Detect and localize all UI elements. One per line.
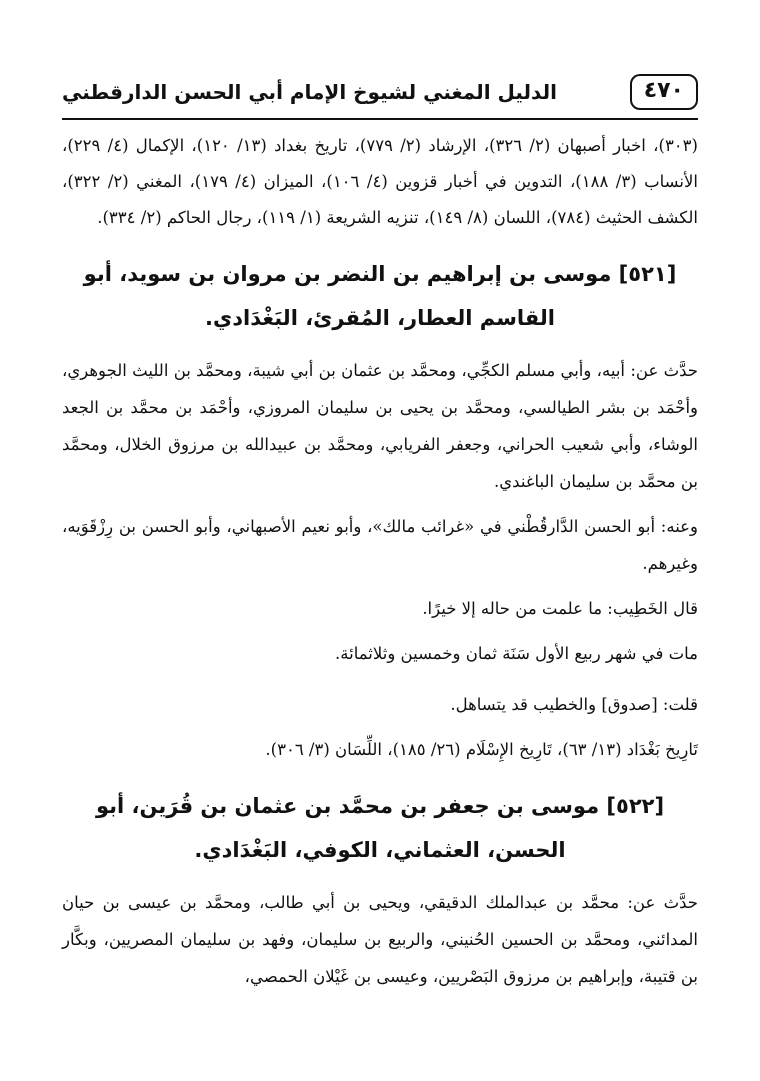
- entry-521-death: مات في شهر ربيع الأول سَنَة ثمان وخمسين وثلاثمائة.: [335, 644, 698, 663]
- entry-522-body: [62, 884, 698, 995]
- page-header: [62, 66, 698, 120]
- page-number: ٤٧٠: [630, 74, 698, 110]
- entry-521-khatib-quote: قال الخَطِيب: ما علمت من حاله إلا خيرًا.: [422, 599, 698, 618]
- entry-521-body: [62, 352, 698, 768]
- running-title: الدليل المغني لشيوخ الإمام أبي الحسن الدارقطني: [62, 80, 557, 104]
- entry-521-note: قلت: [صدوق] والخطيب قد يتساهل.: [450, 695, 698, 714]
- references-continued: (٣٠٣)، اخبار أصبهان (٢/ ٣٢٦)، الإرشاد (٢/ ٧٧٩)، تاريخ بغداد (١٣/ ١٢٠)، الإكمال (٤/ ٢٢٩)، الأنساب (٣/ ١٨٨)، التدوين في أخبار قزوين (٤/ ١٠٦)، الميزان (٤/ ١٧٩)، المغني (٢/ ٣٢٢)، الكشف الحثيث (٧٨٤)، اللسان (٨/ ١٤٩)، تنزيه الشريعة (١/ ١١٩)، رجال الحاكم (٢/ ٣٣٤).: [62, 136, 698, 227]
- entry-522-title: [٥٢٢] موسى بن جعفر بن محمَّد بن عثمان بن قُرَين، أبو الحسن، العثماني، الكوفي، البَغْدَادي.: [95, 794, 665, 862]
- entry-521-students: وعنه: أبو الحسن الدَّارقُطْني في «غرائب مالك»، وأبو نعيم الأصبهاني، وأبو الحسن بن رِزْقَوَيه، وغيرهم.: [62, 517, 698, 573]
- entry-521-references: تَارِيخ بَغْدَاد (١٣/ ٦٣)، تَارِيخ الإِسْلَام (٢٦/ ١٨٥)، اللِّسَان (٣/ ٣٠٦).: [265, 740, 698, 759]
- entry-522-teachers: حدَّث عن: محمَّد بن عبدالملك الدقيقي، ويحيى بن أبي طالب، ومحمَّد بن عيسى بن حيان المدائني، ومحمَّد بن الحسين الحُنيني، والربيع بن سليمان، وفهد بن سليمان المصريين، وبكَّار بن قتيبة، وإبراهيم بن مرزوق البَصْريين، وعيسى بن غَيْلان الحمصي،: [62, 893, 698, 986]
- entry-521-teachers: حدَّث عن: أبيه، وأبي مسلم الكجِّي، ومحمَّد بن عثمان بن أبي شيبة، ومحمَّد بن الليث الجوهري، وأحْمَد بن بشر الطيالسي، ومحمَّد بن يحيى بن سليمان المروزي، وأحْمَد بن محمَّد بن الجعد الوشاء، وأبي شعيب الحراني، وجعفر الفريابي، ومحمَّد بن عبيدالله بن مرزوق الخلال، ومحمَّد بن محمَّد بن سليمان الباغندي.: [62, 361, 698, 491]
- entry-521-title: [٥٢١] موسى بن إبراهيم بن النضر بن مروان بن سويد، أبو القاسم العطار، المُقرئ، البَغْدَادي.: [83, 262, 677, 330]
